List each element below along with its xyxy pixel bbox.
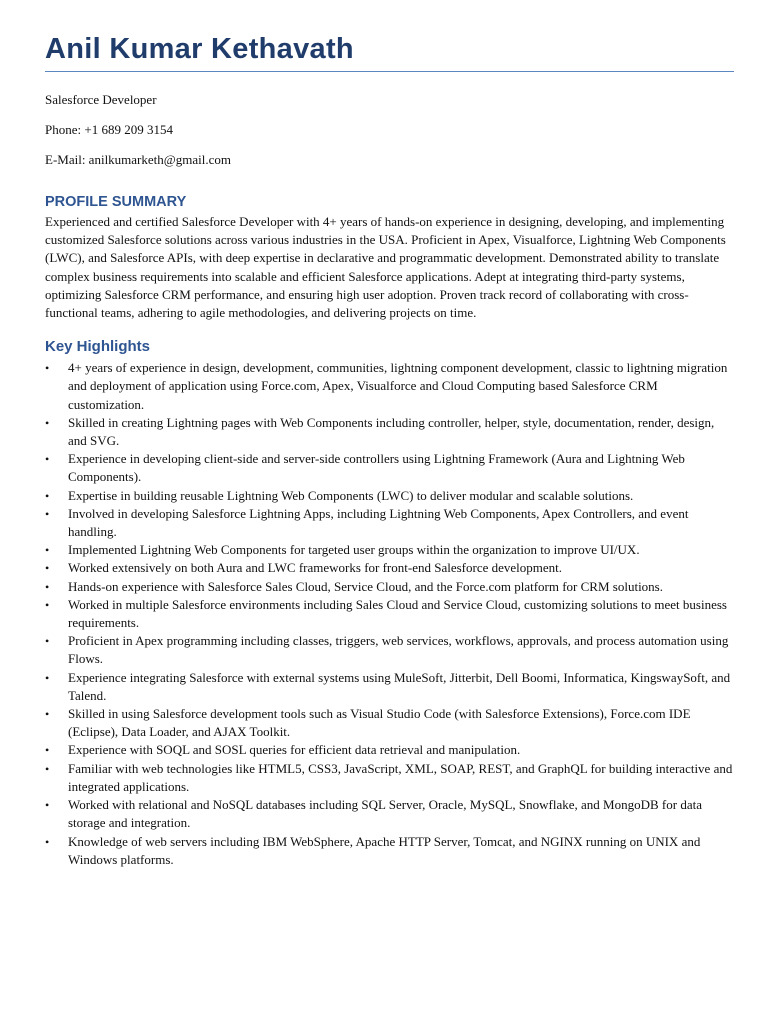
highlight-text: Experience in developing client-side and server-side controllers using Lightning Framework (Aura and Lightning Web Components). [68,451,685,485]
profile-summary-text: Experienced and certified Salesforce Developer with 4+ years of hands-on experience in designing, developing, and implementing customized Salesforce solutions across various industries in the USA. Proficient in Apex, Visualforce, Lightning Web Components (LWC), and Salesforce APIs, with deep expertise in declarative and programmatic development. Demonstrated ability to translate complex business requirements into scalable and efficient Salesforce applications. Adept at integrating third-party systems, optimizing Salesforce CRM performance, and ensuring high user adoption. Proven track record of collaborating with cross-functional teams, adhering to agile methodologies, and delivering projects on time. [45,214,726,321]
highlight-text: Experience integrating Salesforce with external systems using MuleSoft, Jitterbit, Dell Boomi, Informatica, KingswaySoft, and Talend. [68,669,731,703]
contact-block [45,92,734,168]
highlight-item [45,487,734,505]
highlight-item [45,359,734,414]
bullet-icon: • [45,707,50,722]
highlight-item [45,505,734,541]
bullet-icon: • [45,761,50,776]
bullet-icon: • [45,579,50,594]
key-highlights-heading-text: Key Highlights [45,338,151,356]
highlight-text: Skilled in creating Lightning pages with Web Components including controller, helper, style, documentation, render, design, and SVG. [68,414,715,449]
highlight-item [45,578,734,596]
bullet-icon: • [45,597,50,612]
candidate-name: Anil Kumar Kethavath [45,33,354,65]
bullet-icon: • [45,634,50,649]
profile-summary-heading: PROFILE SUMMARY [45,194,187,210]
highlight-item [45,705,734,741]
header-divider [45,71,734,72]
highlight-item [45,741,734,759]
bullet-icon: • [45,452,50,467]
highlight-text: Involved in developing Salesforce Lightning Apps, including Lightning Web Components, Apex Controllers, and event handling. [68,505,689,540]
highlight-item [45,450,734,486]
highlight-text: Expertise in building reusable Lightning Web Components (LWC) to deliver modular and scalable solutions. [68,487,634,503]
key-highlights-list [45,359,734,869]
bullet-icon: • [45,670,50,685]
bullet-icon: • [45,488,50,503]
highlight-item [45,632,734,668]
highlight-text: Familiar with web technologies like HTML5, CSS3, JavaScript, XML, SOAP, REST, and GraphQL for building interactive and integrated applications. [68,760,733,794]
highlight-text: Implemented Lightning Web Components for targeted user groups within the organization to improve UI/UX. [68,542,640,558]
highlight-text: Knowledge of web servers including IBM WebSphere, Apache HTTP Server, Tomcat, and NGINX running on UNIX and Windows platforms. [68,833,701,867]
key-highlights-heading [45,338,734,356]
highlight-item [45,596,734,632]
bullet-icon: • [45,834,50,849]
highlight-item [45,833,734,869]
highlight-text: Worked with relational and NoSQL databases including SQL Server, Oracle, MySQL, Snowflake, and MongoDB for data storage and integration. [68,797,702,831]
highlight-item [45,559,734,577]
bullet-icon: • [45,361,50,376]
highlight-item [45,760,734,796]
highlight-item [45,796,734,832]
highlight-text: Hands-on experience with Salesforce Sales Cloud, Service Cloud, and the Force.com platform for CRM solutions. [68,578,663,594]
highlight-text: Worked in multiple Salesforce environments including Sales Cloud and Service Cloud, customizing solutions to meet business requirements. [68,596,727,631]
highlight-text: Proficient in Apex programming including classes, triggers, web services, workflows, approvals, and process automation using Flows. [68,633,729,667]
highlight-text: 4+ years of experience in design, development, communities, lightning component development, classic to lightning migration and deployment of application using Force.com, Apex, Visualforce and Cloud Computing based Salesforce CRM customization. [68,360,728,412]
highlight-item [45,414,734,450]
job-title: Salesforce Developer [45,92,157,107]
bullet-icon: • [45,415,50,430]
highlight-item [45,541,734,559]
bullet-icon: • [45,798,50,813]
highlight-text: Worked extensively on both Aura and LWC frameworks for front-end Salesforce development. [68,560,562,576]
bullet-icon: • [45,743,50,758]
highlight-item [45,669,734,705]
email-address: E-Mail: anilkumarketh@gmail.com [45,152,231,167]
bullet-icon: • [45,543,50,558]
phone-number: Phone: +1 689 209 3154 [45,122,173,137]
bullet-icon: • [45,561,50,576]
bullet-icon: • [45,506,50,521]
highlight-text: Experience with SOQL and SOSL queries for efficient data retrieval and manipulation. [68,742,521,758]
highlight-text: Skilled in using Salesforce development tools such as Visual Studio Code (with Salesforce Extensions), Force.com IDE (Eclipse), Data Loader, and AJAX Toolkit. [68,706,691,740]
